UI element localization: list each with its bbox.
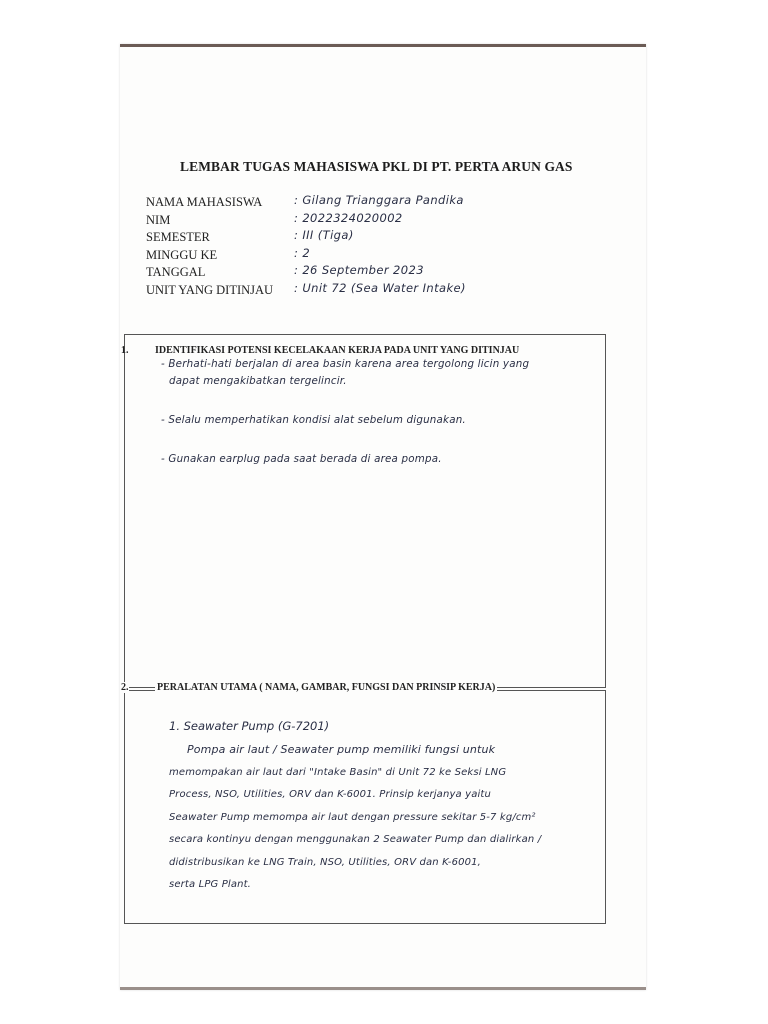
paragraph-line: didistribusikan ke LNG Train, NSO, Utilities, ORV dan K-6001,: [169, 856, 481, 868]
paragraph-line: Seawater Pump memompa air laut dengan pressure sekitar 5-7 kg/cm²: [169, 811, 536, 823]
info-value: : Unit 72 (Sea Water Intake): [294, 280, 466, 295]
info-label: TANGGAL: [146, 265, 206, 280]
info-label: NAMA MAHASISWA: [146, 195, 263, 209]
equipment-description: [169, 739, 541, 897]
info-value: : Gilang Trianggara Pandika: [294, 193, 464, 207]
hazard-item-2: - Selalu memperhatikan kondisi alat sebelum digunakan.: [161, 414, 466, 426]
paragraph-line: serta LPG Plant.: [169, 879, 252, 890]
info-label: SEMESTER: [146, 230, 210, 245]
hazard-item-1-line1: - Berhati-hati berjalan di area basin karena area tergolong licin yang: [161, 358, 530, 370]
info-value: : 26 September 2023: [294, 263, 424, 278]
paragraph-line: Pompa air laut / Seawater pump memiliki fungsi untuk: [187, 743, 496, 756]
paragraph-line: memompakan air laut dari "Intake Basin" di Unit 72 ke Seksi LNG: [169, 766, 507, 778]
section-2-title: PERALATAN UTAMA ( NAMA, GAMBAR, FUNGSI DAN PRINSIP KERJA): [157, 682, 496, 693]
section-2-box: [121, 682, 606, 924]
info-value: : III (Tiga): [294, 228, 354, 243]
info-label: MINGGU KE: [146, 247, 218, 262]
info-label: NIM: [146, 212, 171, 227]
info-label: UNIT YANG DITINJAU: [146, 282, 274, 297]
section-2-number: 2.: [121, 682, 129, 693]
document-page: [120, 44, 646, 990]
hazard-item-1-line2: dapat mengakibatkan tergelincir.: [169, 375, 347, 387]
hazard-item-3: - Gunakan earplug pada saat berada di area pompa.: [161, 453, 442, 465]
info-value: : 2022324020002: [294, 210, 403, 225]
equipment-title: 1. Seawater Pump (G-7201): [169, 719, 330, 733]
paragraph-line: Process, NSO, Utilities, ORV dan K-6001. Prinsip kerjanya yaitu: [169, 789, 491, 800]
paragraph-line: secara kontinyu dengan menggunakan 2 Seawater Pump dan dialirkan /: [169, 834, 542, 845]
document-title: LEMBAR TUGAS MAHASISWA PKL DI PT. PERTA ARUN GAS: [180, 159, 573, 174]
info-value: : 2: [294, 245, 311, 260]
section-1-number: 1.: [121, 345, 129, 356]
section-1-title: IDENTIFIKASI POTENSI KECELAKAAN KERJA PADA UNIT YANG DITINJAU: [155, 345, 520, 356]
section-1-box: [121, 334, 606, 688]
